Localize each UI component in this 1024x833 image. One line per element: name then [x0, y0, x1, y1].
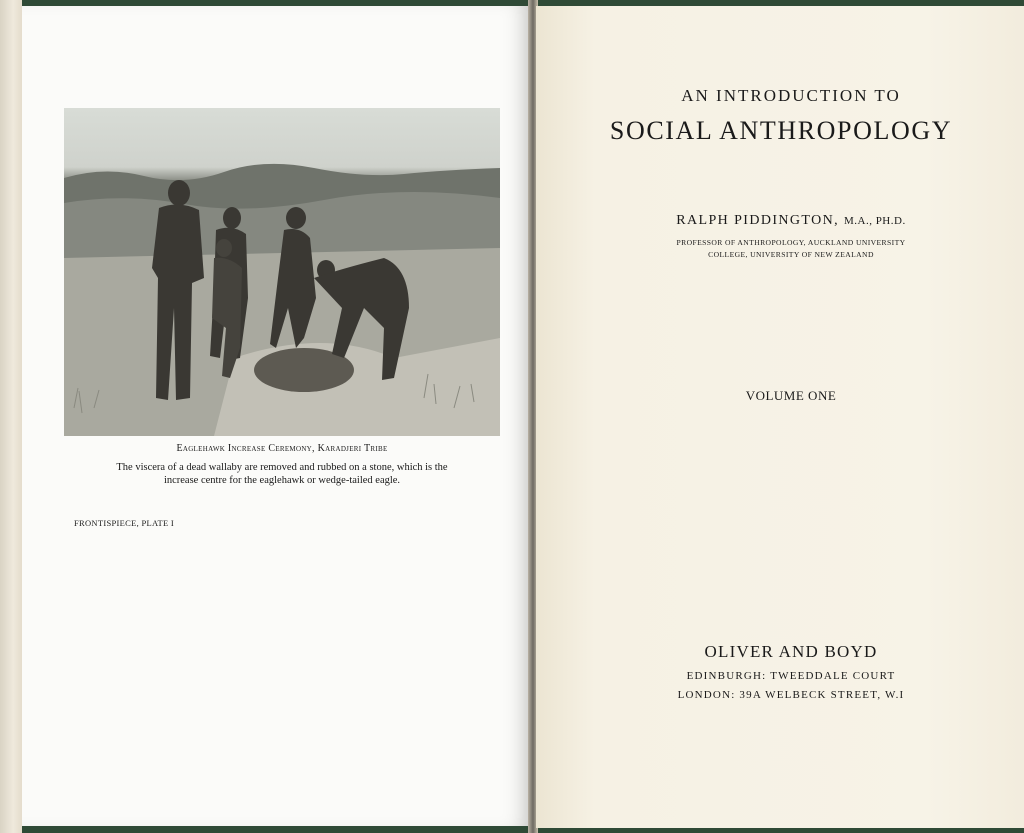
book-title: SOCIAL ANTHROPOLOGY — [609, 116, 953, 145]
title-page — [536, 6, 1024, 828]
title-intro: AN INTRODUCTION TO — [681, 86, 901, 105]
publisher-name: OLIVER AND BOYD — [704, 642, 878, 661]
caption-line: increase centre for the eaglehawk or wedge-tailed eagle. — [163, 475, 401, 486]
frontispiece-page — [22, 6, 530, 826]
affiliation-line: COLLEGE, UNIVERSITY OF NEW ZEALAND — [708, 250, 874, 259]
caption-line: The viscera of a dead wallaby are removed and rubbed on a stone, which is the — [116, 462, 448, 473]
affiliation-line: PROFESSOR OF ANTHROPOLOGY, AUCKLAND UNIVERSITY — [676, 238, 906, 247]
plate-caption-text — [92, 461, 472, 487]
volume-label: VOLUME ONE — [745, 388, 837, 403]
author-name: RALPH PIDDINGTON, — [676, 213, 840, 228]
page-edge — [0, 0, 22, 833]
author-affiliation — [576, 237, 1006, 261]
plate-caption-title: Eaglehawk Increase Ceremony, Karadjeri Tribe — [176, 443, 388, 454]
publisher-address: EDINBURGH: TWEEDDALE COURT — [686, 670, 896, 682]
author-line — [576, 213, 1006, 229]
frontispiece-photograph — [64, 108, 500, 436]
photo-illustration — [64, 108, 500, 436]
publisher-addresses — [576, 667, 1006, 705]
plate-label: FRONTISPIECE, PLATE I — [74, 518, 175, 528]
author-degrees: M.A., PH.D. — [843, 215, 906, 227]
publisher-address: LONDON: 39A WELBECK STREET, W.I — [677, 689, 905, 701]
